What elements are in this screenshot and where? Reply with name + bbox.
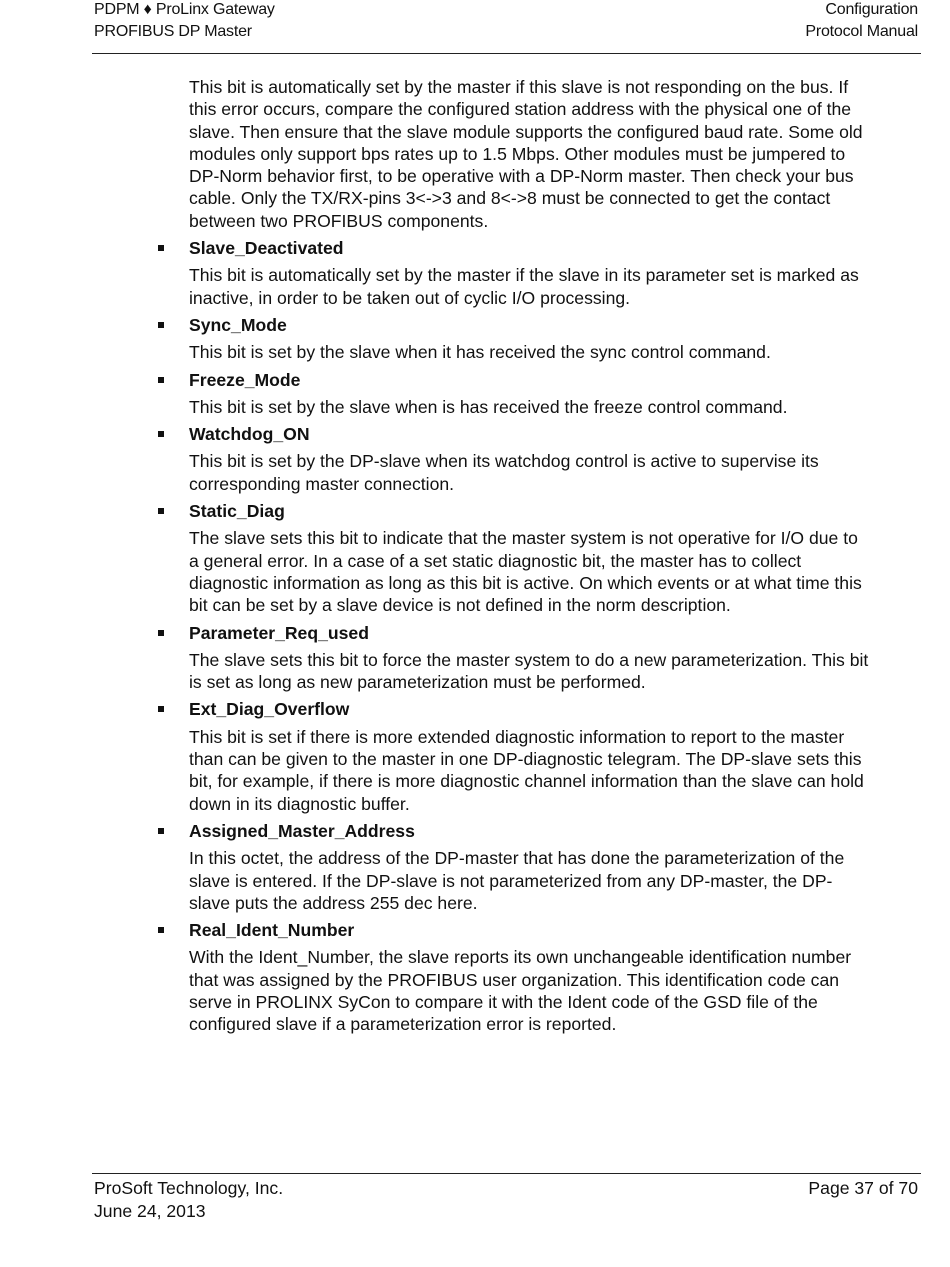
bit-item-static-diag	[189, 500, 869, 616]
header-section: Configuration	[825, 1, 918, 18]
square-bullet-icon	[158, 431, 164, 437]
bit-item-slave-deactivated	[189, 237, 869, 309]
page-footer	[92, 1173, 921, 1221]
header-product: PDPM ♦ ProLinx Gateway	[94, 1, 275, 18]
bit-title: Sync_Mode	[189, 314, 287, 335]
footer-date: June 24, 2013	[94, 1200, 206, 1221]
bit-description: This bit is set by the DP-slave when its watchdog control is active to supervise its corresponding master connection.	[189, 451, 819, 494]
square-bullet-icon	[158, 322, 164, 328]
square-bullet-icon	[158, 508, 164, 514]
bit-description: With the Ident_Number, the slave reports its own unchangeable identification number that was assigned by the PROFIBUS user organization. This identification code can serve in PROLINX SyCon to compare it with the Ident code of the GSD file of the configured slave if a parameterization error is reported.	[189, 947, 852, 1035]
bit-item-parameter-req-used	[189, 622, 869, 694]
bit-title: Slave_Deactivated	[189, 238, 344, 259]
bit-description: This bit is set by the slave when is has received the freeze control command.	[189, 396, 788, 417]
header-right	[805, 0, 918, 43]
footer-company: ProSoft Technology, Inc.	[94, 1178, 284, 1198]
bit-item-freeze-mode	[189, 369, 869, 419]
bit-title: Real_Ident_Number	[189, 920, 355, 941]
bit-title: Watchdog_ON	[189, 424, 310, 445]
bit-description: The slave sets this bit to indicate that the master system is not operative for I/O due to a general error. In a case of a set static diagnostic bit, the master has to collect diagnostic information as long as this bit is active. On which events or at what time this bit can be set by a slave device is not defined in the norm description.	[189, 528, 862, 616]
bit-title: Parameter_Req_used	[189, 622, 369, 643]
square-bullet-icon	[158, 630, 164, 636]
bit-description: This bit is set by the slave when it has received the sync control command.	[189, 342, 771, 363]
bit-item-assigned-master-address	[189, 820, 869, 914]
bit-description: This bit is automatically set by the master if the slave in its parameter set is marked as inactive, in order to be taken out of cyclic I/O processing.	[189, 265, 859, 308]
footer-left	[94, 1177, 283, 1222]
footer-right	[808, 1177, 918, 1200]
bit-item-watchdog-on	[189, 423, 869, 495]
bit-title: Freeze_Mode	[189, 369, 301, 390]
intro-paragraph: This bit is automatically set by the master if this slave is not responding on the bus. If this error occurs, compare the configured station address with the physical one of the slave. Then ensure that the slave module supports the configured baud rate. Some old modules only support bps rates up to 1.5 Mbps. Other modules must be jumpered to DP-Norm behavior first, to be operative with a DP-Norm master. Then check your bus cable. Only the TX/RX-pins 3<->3 and 8<->8 must be connected to get the contact between two PROFIBUS components.	[189, 77, 863, 231]
bit-title: Assigned_Master_Address	[189, 820, 415, 841]
square-bullet-icon	[158, 245, 164, 251]
bit-title: Static_Diag	[189, 501, 285, 522]
bit-item-ext-diag-overflow	[189, 698, 869, 814]
square-bullet-icon	[158, 377, 164, 383]
bit-item-sync-mode	[189, 314, 869, 364]
header-left	[94, 0, 275, 43]
page-header	[92, 0, 921, 54]
document-body	[189, 76, 869, 1036]
bit-title: Ext_Diag_Overflow	[189, 699, 350, 720]
bit-description: In this octet, the address of the DP-master that has done the parameterization of the slave is entered. If the DP-slave is not parameterized from any DP-master, the DP-slave puts the address 255 dec here.	[189, 848, 845, 913]
square-bullet-icon	[158, 828, 164, 834]
page-number: Page 37 of 70	[808, 1178, 918, 1198]
square-bullet-icon	[158, 706, 164, 712]
header-manual-title: Protocol Manual	[805, 23, 918, 40]
header-protocol: PROFIBUS DP Master	[94, 23, 252, 40]
square-bullet-icon	[158, 927, 164, 933]
bit-description: The slave sets this bit to force the master system to do a new parameterization. This bit is set as long as new parameterization must be performed.	[189, 649, 869, 693]
bit-description: This bit is set if there is more extended diagnostic information to report to the master than can be given to the master in one DP-diagnostic telegram. The DP-slave sets this bit, for example, if there is more diagnostic channel information than the slave can hold down in its diagnostic buffer.	[189, 726, 864, 814]
bit-item-real-ident-number	[189, 919, 869, 1035]
